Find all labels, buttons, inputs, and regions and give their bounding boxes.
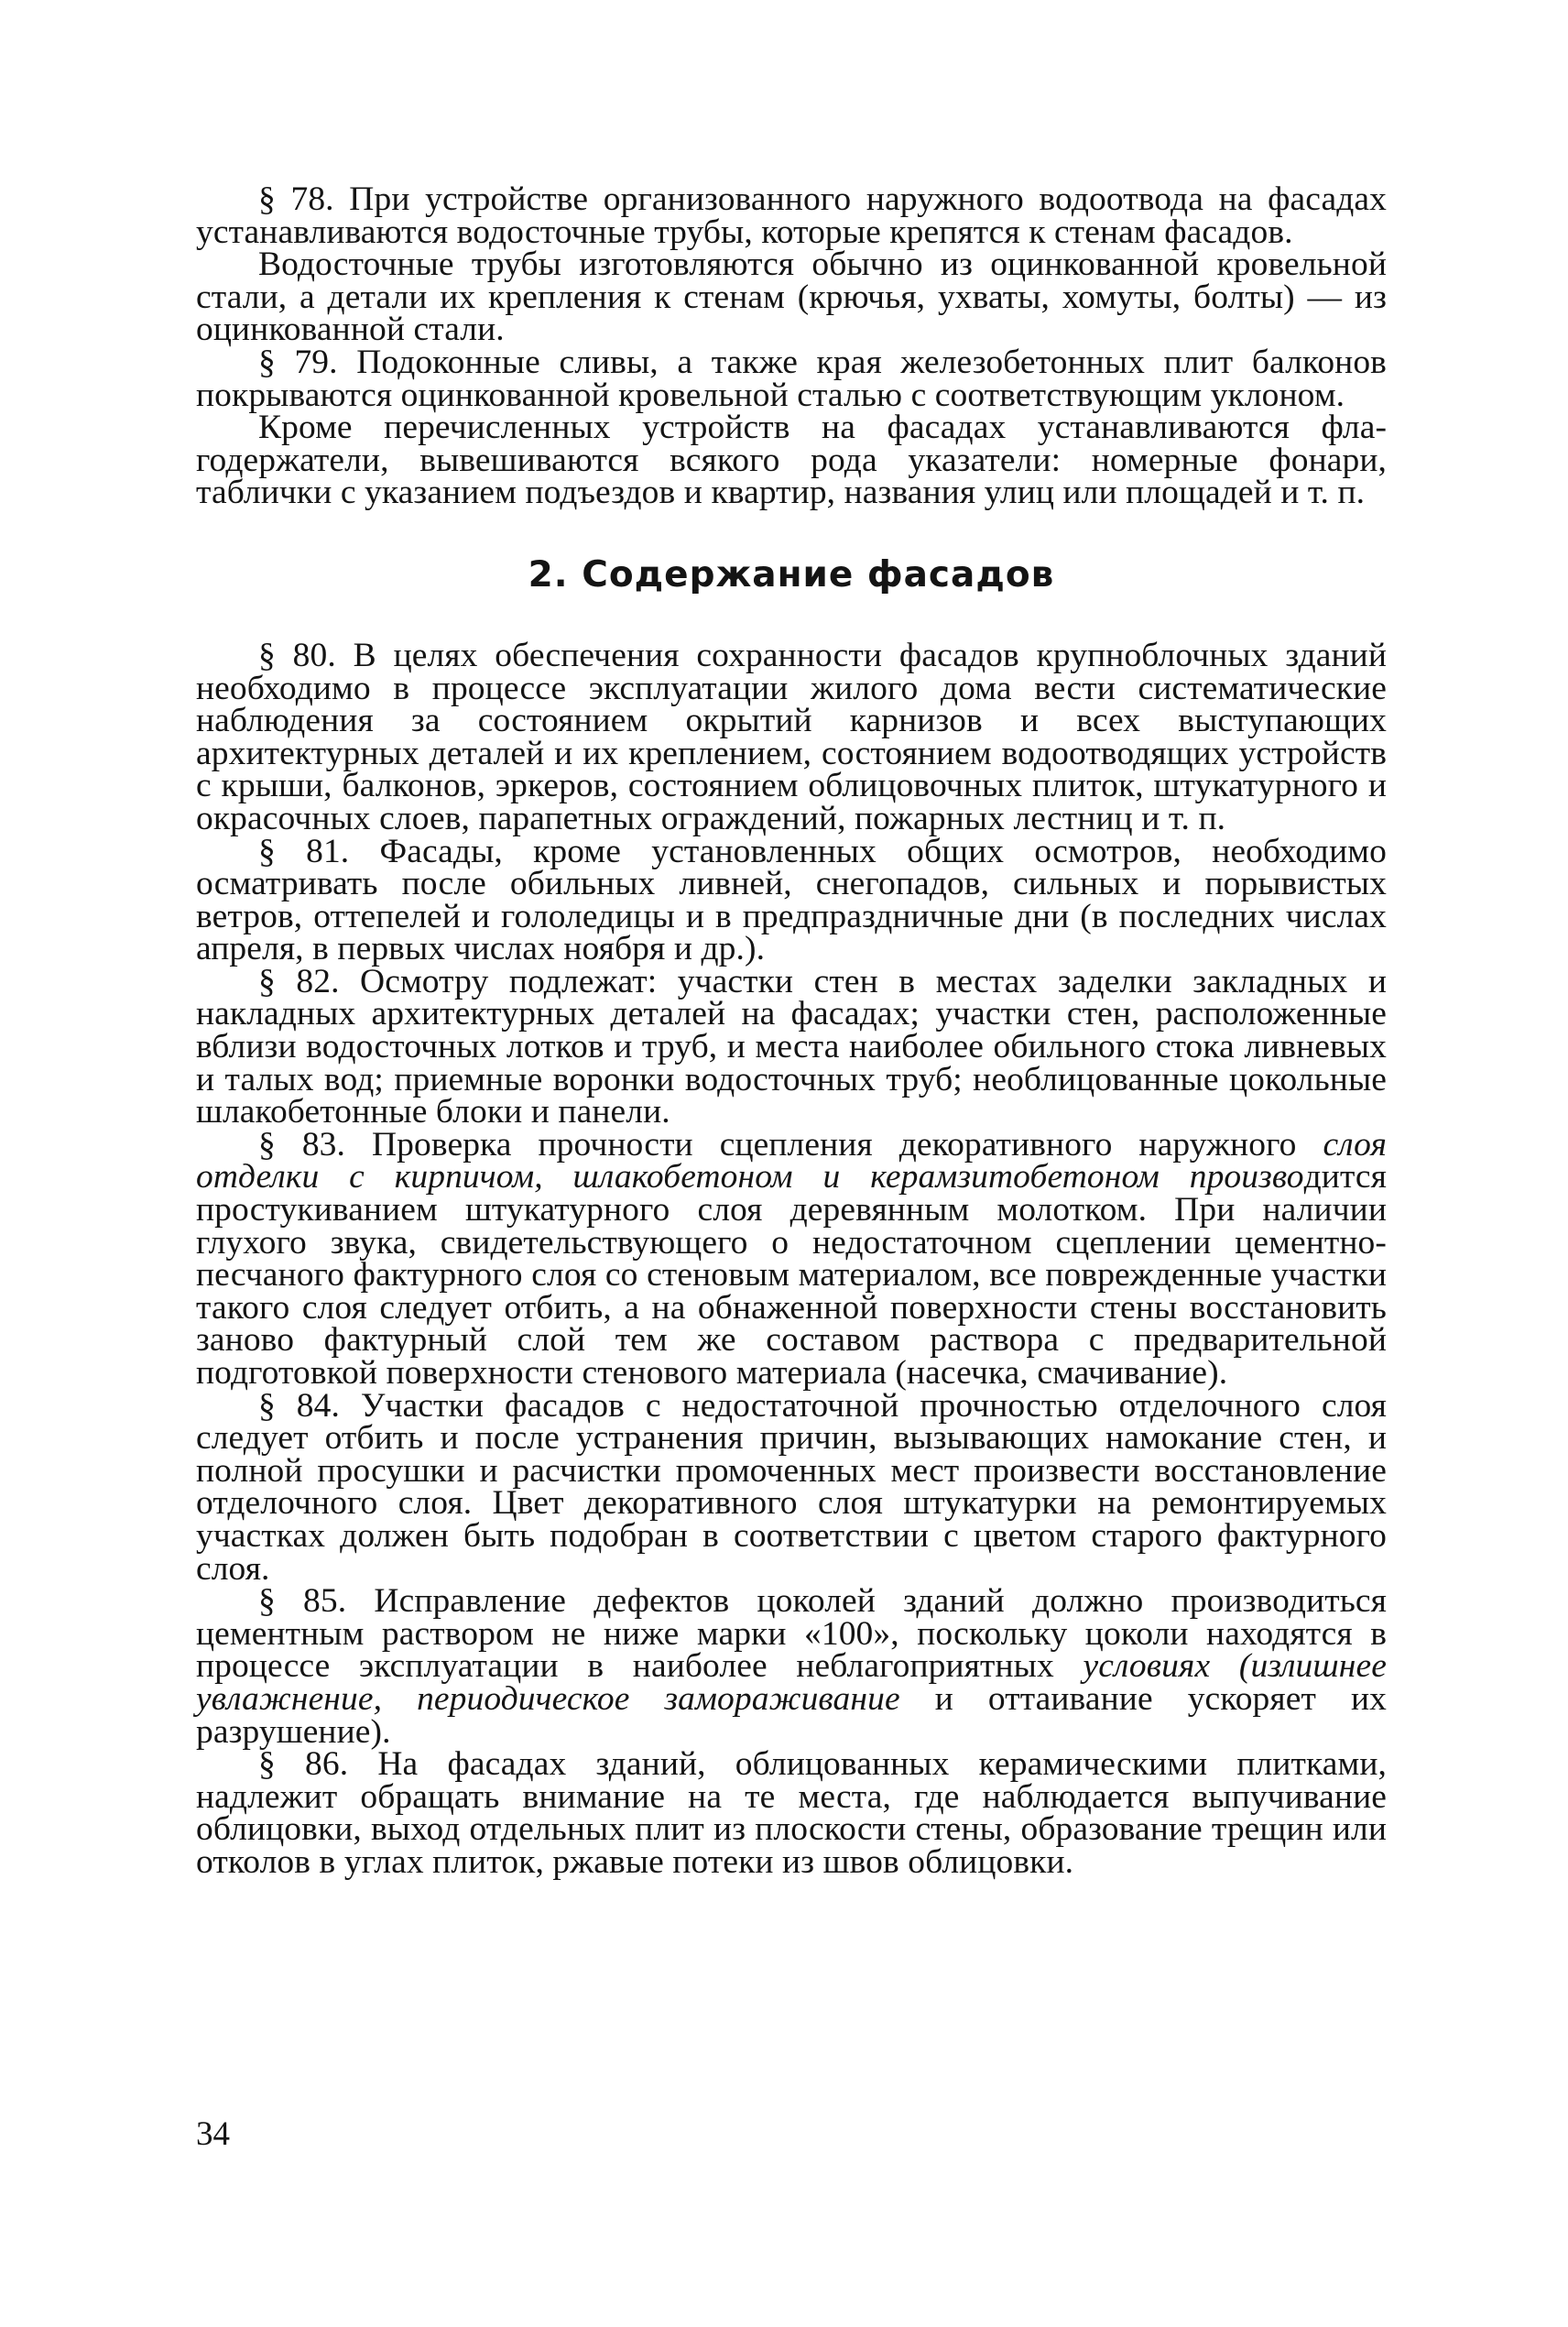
paragraph-81: § 81. Фасады, кроме установленных общих осмотров, необходимо осматривать после обильных ливней, снегопадов, сильных и порывистых ветров, оттепелей и гололедицы и в предпраздничные дни (в последних числах апреля, в первых числах ноября и др.). [196,832,1387,968]
paragraph-85-italic: условиях (излишнее увлажнение, периодическое замораживание [196,1647,1387,1718]
paragraph-83 [196,1125,1387,1392]
document-page [196,180,1387,2290]
paragraph-79: § 79. Подоконные сливы, а также края железобетонных плит балконов покрываются оцинкованной кровельной сталью с соответствующим уклоном. [196,343,1387,414]
paragraph-85 [196,1582,1387,1751]
paragraph-86: § 86. На фасадах зданий, облицованных керамическими плитками, надлежит обращать внимание на те места, где наблюдается выпучивание облицовки, выход отдельных плит из плоскости стены, образование трещин или отколов в углах плиток, ржавые потеки из швов облицовки. [196,1745,1387,1881]
paragraph-83-italic: слоя отделки с кирпичом, шлакобетоном и керамзитобетоном произво [196,1125,1387,1196]
section-title: 2. Содержание фасадов [528,553,1055,595]
page-number: 34 [196,2115,230,2153]
paragraph-85-part-1: § 85. Исправление дефектов цоколей зданий должно производиться цементным раствором не ниже марки «100», поскольку цоколи находятся в процессе эксплуатации в наиболее неблагоприятных [196,1582,1387,1686]
paragraph-78: § 78. При устройстве организованного наружного водоотвода на фасадах устанавливаются водосточные трубы, которые крепятся к стенам фасадов. [196,180,1387,251]
paragraph-83-part-1: § 83. Проверка прочности сцепления декоративного наружного [258,1125,1323,1164]
paragraph-82: § 82. Осмотру подлежат: участки стен в местах заделки закладных и накладных архитектурных деталей на фасадах; участки стен, расположенные вблизи водосточных лотков и труб, и места наиболее обильного стока ливневых и талых вод; приемные воронки водосточных труб; необлицованные цокольные шлакобетонные блоки и панели. [196,962,1387,1131]
paragraph-78-continued: Водосточные трубы изготовляются обычно из оцинкованной кровельной стали, а детали их крепления к стенам (крючья, ухваты, хомуты, болты) — из оцинкованной стали. [196,246,1387,349]
paragraph-83-part-2: дится простукиванием штукатурного слоя деревянным молотком. При наличии глухого звука, свидетельствующего о недостаточном сцеплении цементно-песчаного фактурного слоя со стеновым материалом, все поврежденные участки такого слоя следует отбить, а на обнаженной поверхности стены восстановить заново фактурный слой тем же составом раствора с предварительной подготовкой поверхности стенового материала (насечка, смачивание). [196,1158,1387,1392]
paragraph-84: § 84. Участки фасадов с недостаточной прочностью отделочного слоя следует отбить и после устранения причин, вызывающих намокание стен, и полной просушки и расчистки промоченных мест произвести восстановление отделочного слоя. Цвет декоративного слоя штукатурки на ремонтируемых участках должен быть подобран в соответствии с цветом старого фактурного слоя. [196,1386,1387,1588]
paragraph-79-continued: Кроме перечисленных устройств на фасадах устанавливаются флагодержатели, вывешиваются всякого рода указатели: номерные фонари, таблички с указанием подъездов и квартир, названия улиц или площадей и т. п. [196,409,1387,512]
paragraph-80: § 80. В целях обеспечения сохранности фасадов крупноблочных зданий необходимо в процессе эксплуатации жилого дома вести систематические наблюдения за состоянием окрытий карнизов и всех выступающих архитектурных деталей и их креплением, состоянием водоотводящих устройств с крыши, балконов, эркеров, состоянием облицовочных плиток, штукатурного и окрасочных слоев, парапетных ограждений, пожарных лестниц и т. п. [196,636,1387,837]
paragraph-85-part-2: и оттаивание ускоряет их разрушение). [196,1679,1387,1751]
